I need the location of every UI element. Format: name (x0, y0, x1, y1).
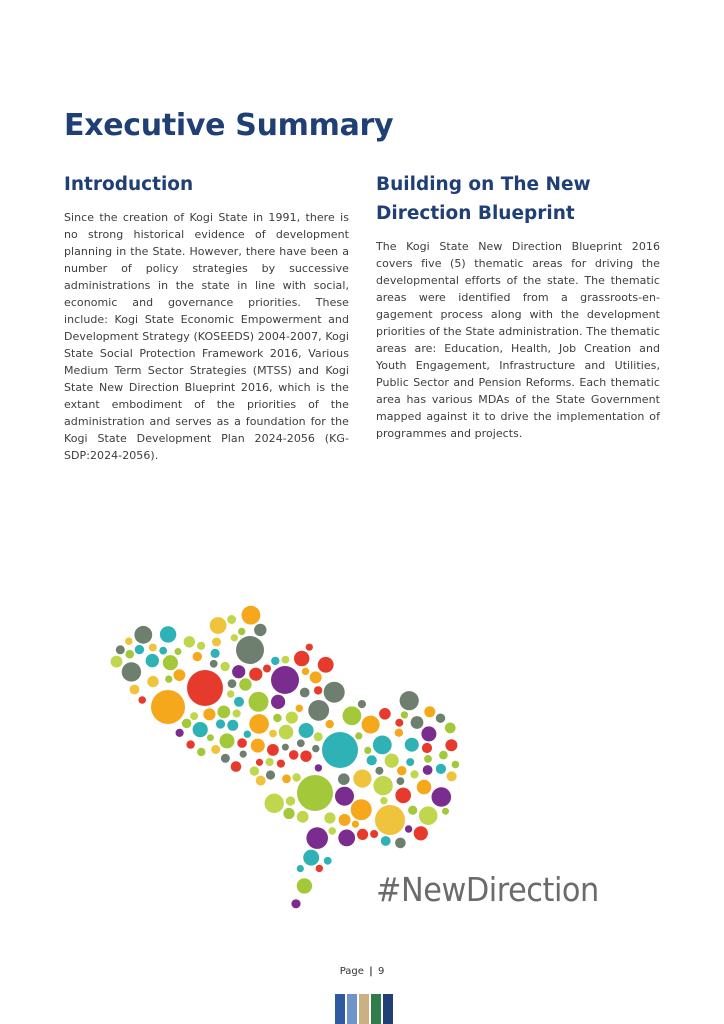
map-dot (419, 806, 438, 825)
map-dot (186, 740, 194, 748)
map-dot (414, 826, 428, 840)
map-dot (249, 692, 269, 712)
map-dot (417, 780, 432, 795)
map-dot (445, 723, 456, 734)
map-dot (397, 766, 406, 775)
blueprint-heading: Building on The New Direction Blueprint (376, 174, 591, 224)
map-dot (326, 720, 334, 728)
map-dot (197, 642, 205, 650)
map-dot (216, 719, 225, 728)
map-dot (237, 738, 247, 748)
map-dot (271, 695, 285, 709)
blueprint-body: The Kogi State New Direction Blueprint 2016 covers five (5) thematic areas for driving the developmental efforts of the state. The thematic areas were identified from a grassroots-engagement process along with the development priorities of the State administration. The thematic areas are: Education, Health, Job Creation and Youth Engagement, Infrastructure and Utilities, Public Sector and Pension Reforms. Each thematic area has various MDAs of the State Government mapped against it to drive the implementation of programmes and projects. (376, 240, 660, 440)
map-dot (277, 760, 285, 768)
footer-color-bars (335, 994, 393, 1024)
map-dot (422, 743, 432, 753)
map-dot (328, 827, 336, 835)
map-dot (370, 830, 378, 838)
map-dot (266, 770, 275, 779)
map-dot (380, 797, 387, 804)
map-dot (239, 678, 251, 690)
map-dot (256, 776, 266, 786)
map-dot (273, 714, 281, 722)
map-dot (452, 761, 460, 769)
map-dot (256, 759, 263, 766)
map-dot (312, 745, 319, 752)
map-dot (286, 712, 298, 724)
map-dot (282, 774, 291, 783)
map-dot (367, 755, 377, 765)
map-dot (314, 732, 323, 741)
map-dot (364, 747, 371, 754)
map-dot (227, 690, 234, 697)
footer-color-bar (383, 994, 393, 1024)
map-dot (335, 787, 354, 806)
map-dot (299, 723, 314, 738)
map-dot (339, 814, 351, 826)
map-dot (300, 688, 310, 698)
map-dot (406, 758, 414, 766)
map-dot (423, 765, 433, 775)
map-dot (297, 775, 333, 811)
map-dot (395, 788, 411, 804)
map-dot (231, 634, 238, 641)
kogi-state-dot-map-graphic (110, 605, 470, 915)
page-title: Executive Summary (64, 108, 394, 143)
map-dot (314, 686, 322, 694)
map-dot (315, 764, 322, 771)
map-dot (395, 729, 403, 737)
map-dot (322, 732, 358, 768)
map-dot (306, 644, 313, 651)
map-dot (297, 865, 304, 872)
map-dot (175, 648, 182, 655)
map-dot (187, 670, 223, 706)
map-dot (250, 766, 259, 775)
map-dot (190, 712, 198, 720)
map-dot (395, 838, 406, 849)
map-dot (381, 836, 391, 846)
footer-color-bar (359, 994, 369, 1024)
map-dot (263, 665, 271, 673)
new-direction-hashtag: #NewDirection (376, 870, 599, 909)
map-dot (203, 708, 215, 720)
map-dot (210, 660, 218, 668)
map-dot (445, 739, 457, 751)
map-dot (193, 652, 202, 661)
map-dot (211, 745, 220, 754)
map-dot (238, 628, 245, 635)
map-dot (316, 865, 323, 872)
map-dot (324, 857, 332, 865)
map-dot (286, 796, 295, 805)
map-dot (400, 691, 419, 710)
map-dot (240, 751, 247, 758)
map-dot (125, 637, 133, 645)
map-dot (249, 714, 269, 734)
map-dot (373, 736, 392, 755)
map-dot (217, 706, 230, 719)
map-dot (442, 808, 449, 815)
map-dot (232, 665, 245, 678)
map-dot (353, 770, 371, 788)
map-dot (395, 719, 403, 727)
footer-color-bar (335, 994, 345, 1024)
map-dot (122, 662, 141, 681)
map-dot (283, 808, 294, 819)
map-dot (352, 821, 359, 828)
map-dot (234, 697, 244, 707)
map-dot (165, 675, 172, 682)
map-dot (135, 645, 144, 654)
map-dot (254, 624, 266, 636)
map-dot (324, 682, 345, 703)
map-dot (292, 773, 300, 781)
page-footer (0, 966, 724, 977)
map-dot (160, 626, 176, 642)
map-dot (297, 811, 309, 823)
map-dot (134, 626, 152, 644)
map-dot (362, 716, 380, 734)
map-dot (303, 850, 319, 866)
map-dot (343, 706, 362, 725)
map-dot (447, 771, 457, 781)
map-dot (193, 722, 208, 737)
map-dot (296, 705, 303, 712)
map-dot (227, 720, 238, 731)
map-dot (424, 706, 435, 717)
map-dot (351, 799, 372, 820)
footer-color-bar (347, 994, 357, 1024)
page-separator: | (369, 966, 373, 977)
map-dot (282, 744, 289, 751)
map-dot (116, 645, 125, 654)
map-dot (385, 754, 399, 768)
map-dot (411, 716, 424, 729)
map-dot (408, 806, 417, 815)
map-dot (424, 755, 432, 763)
map-dot (318, 657, 334, 673)
map-dot (375, 767, 383, 775)
map-dot (212, 638, 221, 647)
map-dot (211, 649, 220, 658)
map-dot (184, 636, 195, 647)
map-dot (265, 794, 284, 813)
map-dot (146, 654, 159, 667)
map-dot (176, 729, 184, 737)
map-dot (379, 708, 391, 720)
map-dot (251, 739, 265, 753)
footer-color-bar (371, 994, 381, 1024)
map-dot (138, 696, 146, 704)
map-dot (397, 777, 405, 785)
map-dot (439, 751, 448, 760)
map-dot (125, 650, 134, 659)
map-dot (147, 676, 158, 687)
map-dot (159, 647, 167, 655)
map-dot (197, 748, 205, 756)
map-dot (432, 787, 452, 807)
map-dot (355, 732, 362, 739)
map-dot (410, 770, 418, 778)
map-dot (358, 700, 366, 708)
map-dot (289, 750, 299, 760)
map-dot (233, 709, 241, 717)
map-dot (291, 899, 300, 908)
map-dot (207, 734, 214, 741)
map-dot (405, 825, 412, 832)
introduction-heading: Introduction (64, 174, 194, 195)
map-dot (338, 830, 355, 847)
map-dot (300, 751, 311, 762)
introduction-body: Since the creation of Kogi State in 1991, there is no strong historical evidence of development planning in the State. However, there have been a number of policy strategies by successive administrations in the state in line with social, economic and governance priorities. These include: Kogi State Economic Empowerment and Development Strategy (KOSEEDS) 2004-2007, Kogi State Social Protection Framework 2016, Various Medium Term Sector Strategies (MTSS) and Kogi State New Direction Blueprint 2016, which is the extant embodiment of the priorities of the administration and serves as a foundation for the Kogi State Development Plan 2024-2056 (KG-SDP:2024-2056). (64, 211, 349, 462)
map-dot (375, 805, 405, 835)
map-dot (357, 829, 368, 840)
map-dot (436, 764, 446, 774)
map-dot (130, 685, 140, 695)
map-dot (244, 731, 251, 738)
map-dot (231, 761, 242, 772)
map-dot (436, 714, 445, 723)
page-label: Page (339, 966, 364, 977)
map-dot (405, 738, 419, 752)
map-dot (228, 679, 237, 688)
map-dot (249, 668, 262, 681)
map-dot (271, 666, 299, 694)
map-dot (324, 812, 335, 823)
map-dot (242, 606, 261, 625)
map-dot (163, 655, 178, 670)
map-dot (421, 726, 436, 741)
map-dot (302, 668, 309, 675)
map-dot (310, 671, 322, 683)
map-dot (294, 651, 309, 666)
map-dot (227, 615, 236, 624)
map-dot (111, 656, 123, 668)
map-dot (236, 636, 264, 664)
map-dot (279, 725, 294, 740)
map-dot (308, 700, 329, 721)
map-dot (338, 773, 350, 785)
map-dot (266, 758, 274, 766)
map-dot (401, 711, 408, 718)
map-dot (267, 744, 279, 756)
map-dot (297, 878, 312, 893)
map-dot (297, 739, 305, 747)
map-dot (221, 754, 230, 763)
map-dot (282, 656, 290, 664)
map-dot (151, 690, 185, 724)
map-dot (149, 644, 157, 652)
page-number: 9 (377, 966, 385, 977)
map-dot (174, 669, 186, 681)
map-dot (182, 719, 192, 729)
map-dot (269, 730, 277, 738)
map-dot (271, 657, 279, 665)
map-dot (306, 827, 328, 849)
map-dot (373, 776, 392, 795)
map-dot (220, 733, 235, 748)
map-dot (210, 617, 227, 634)
map-dot (220, 662, 229, 671)
